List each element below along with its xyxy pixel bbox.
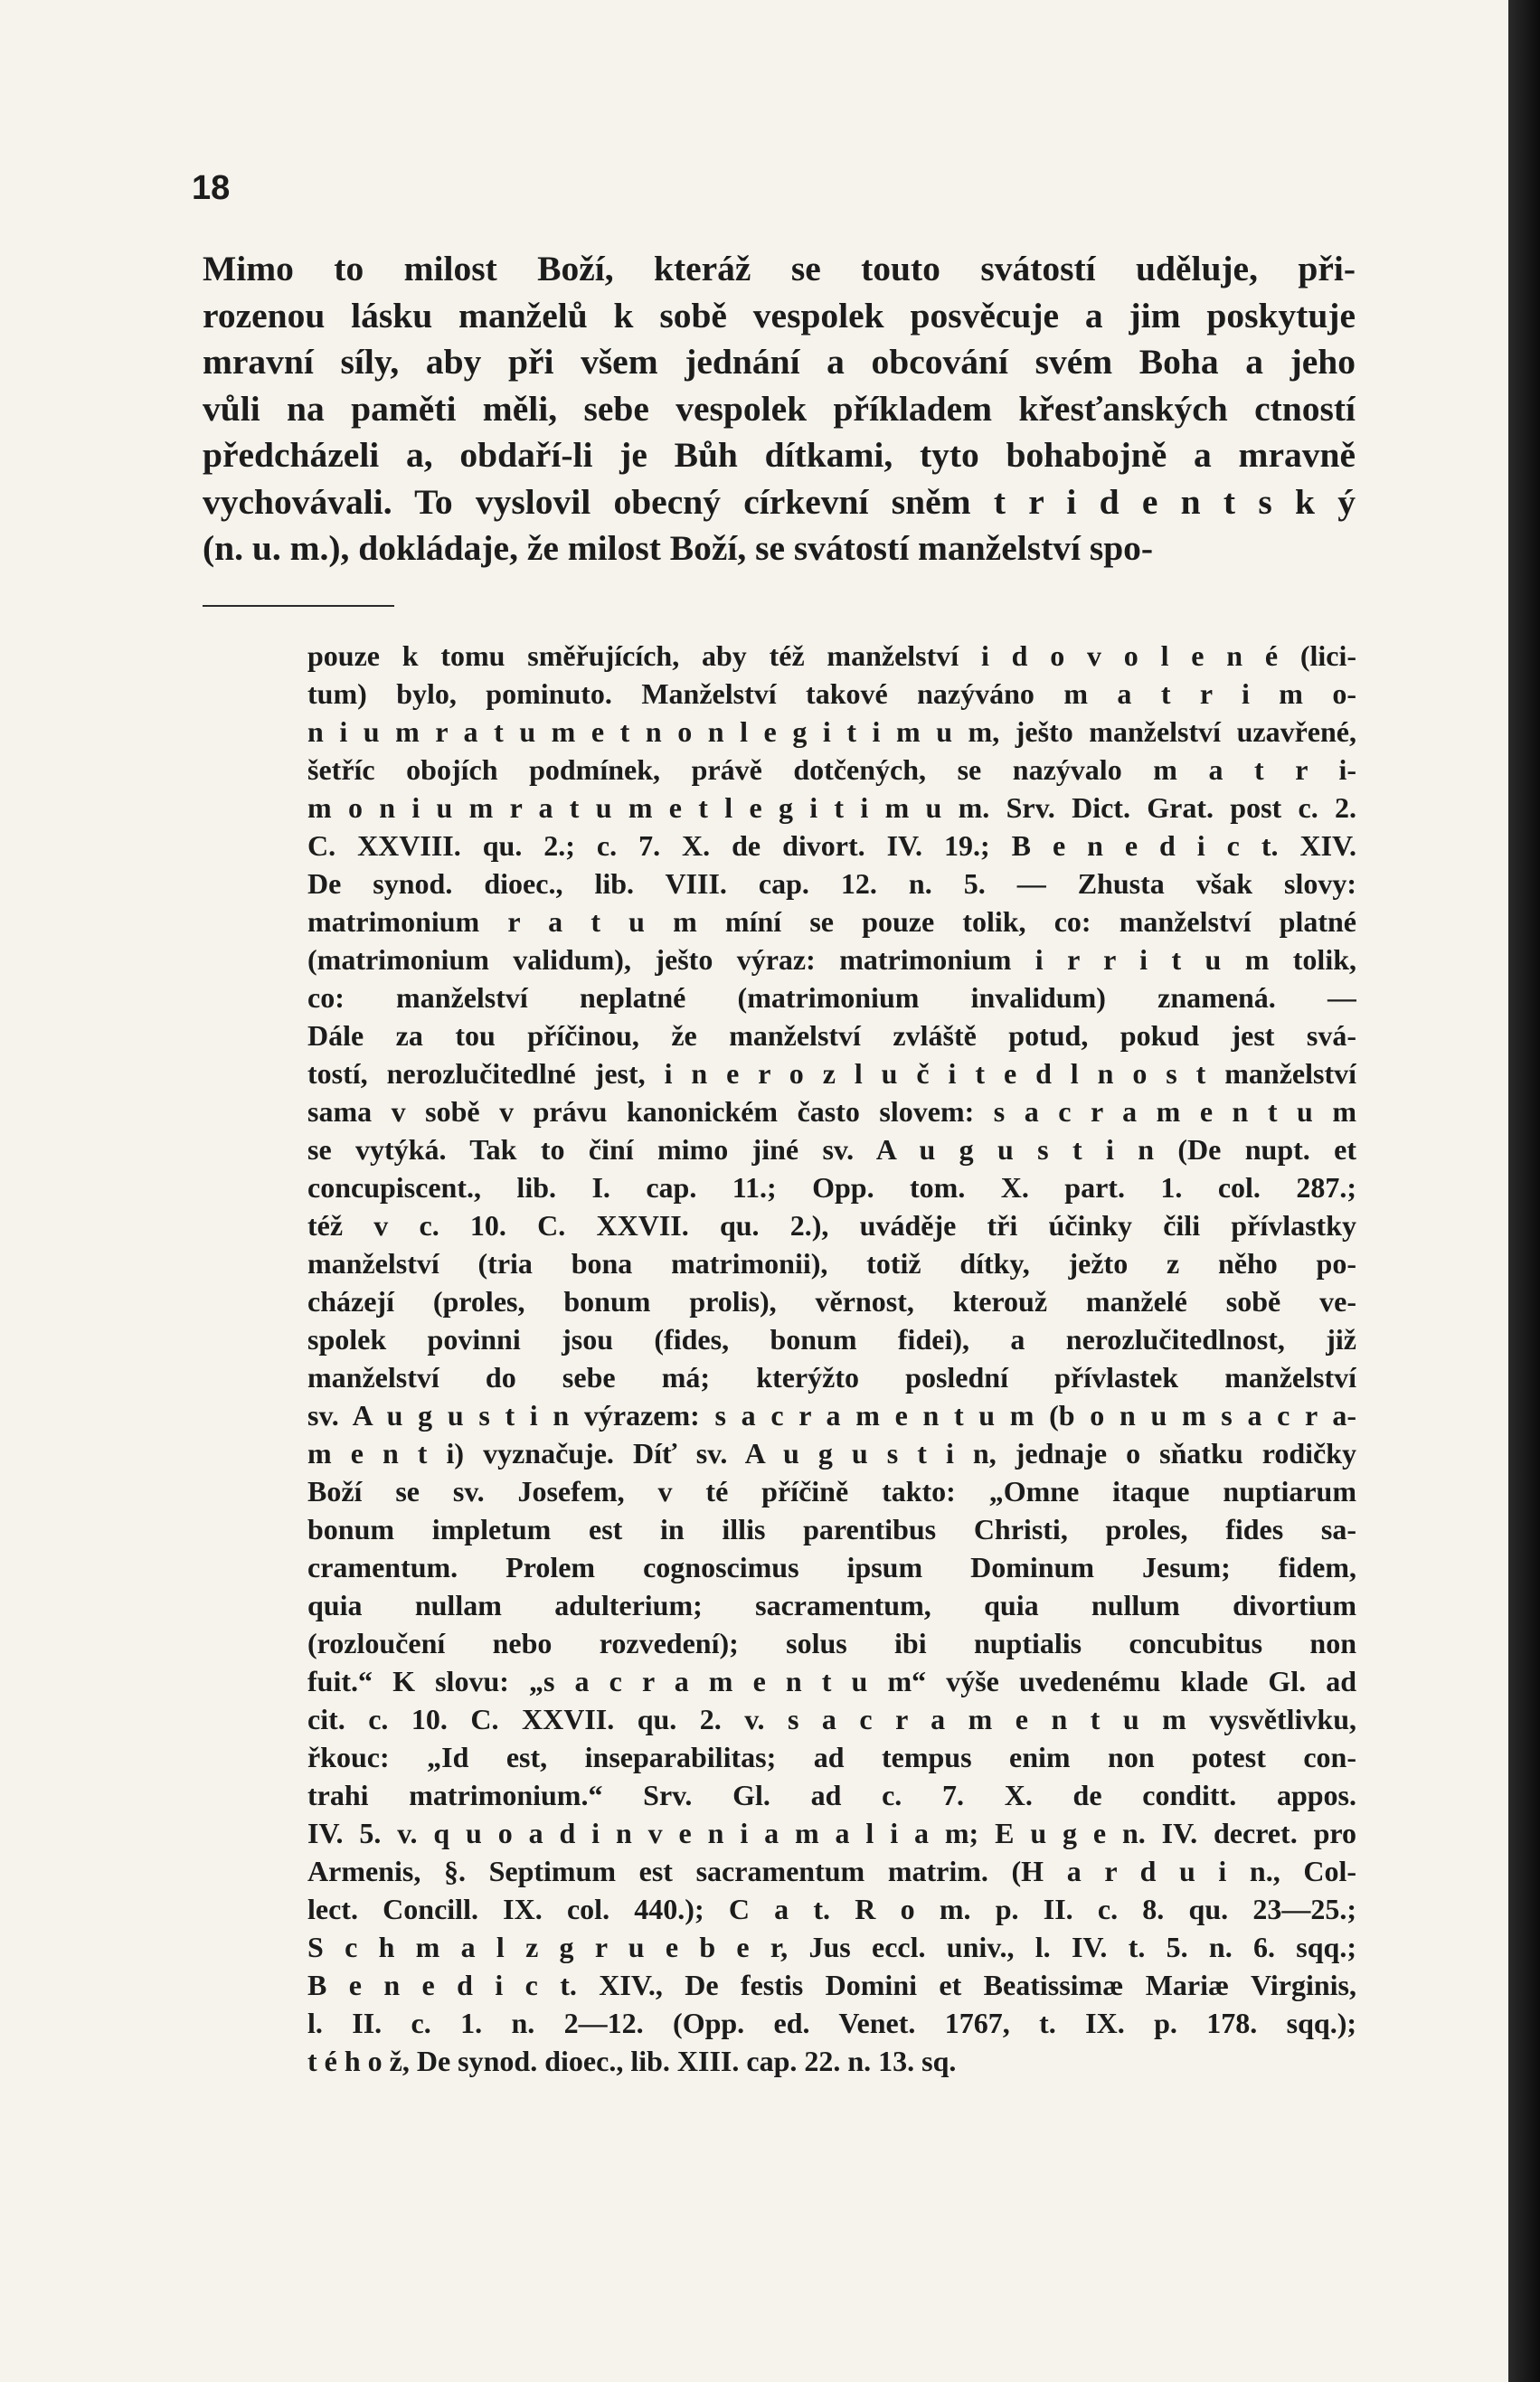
footnote-line: IV. 5. v. q u o a d i n v e n i a m a l i a m; E u g e n. IV. decret. pro [307,1817,1356,1849]
footnote-line: cramentum. Prolem cognoscimus ipsum Dominum Jesum; fidem, [307,1551,1356,1583]
footnote-line: cházejí (proles, bonum prolis), věrnost, kterouž manželé sobě ve- [307,1285,1356,1318]
footnote-line: bonum impletum est in illis parentibus Christi, proles, fides sa- [307,1513,1356,1545]
footnote-line: m e n t i) vyznačuje. Díť sv. A u g u s t i n, jednaje o sňatku rodičky [307,1437,1356,1470]
footnote-line: manželství (tria bona matrimonii), totiž dítky, ježto z něho po- [307,1247,1356,1280]
footnote-line: tum) bylo, pominuto. Manželství takové nazýváno m a t r i m o- [307,677,1356,710]
footnote-line: matrimonium r a t u m míní se pouze tolik, co: manželství platné [307,905,1356,938]
footnote-line: řkouc: „Id est, inseparabilitas; ad tempus enim non potest con- [307,1741,1356,1773]
footnote-line: Boží se sv. Josefem, v té příčině takto: „Omne itaque nuptiarum [307,1475,1356,1508]
footnote-line: (matrimonium validum), ješto výraz: matrimonium i r r i t u m tolik, [307,943,1356,976]
footnote-line: (rozloučení nebo rozvedení); solus ibi nuptialis concubitus non [307,1627,1356,1659]
footnote-line: tostí, nerozlučitedlné jest, i n e r o z l u č i t e d l n o s t manželství [307,1057,1356,1090]
footnote-line: S c h m a l z g r u e b e r, Jus eccl. univ., l. IV. t. 5. n. 6. sqq.; [307,1931,1356,1963]
page-edge [1508,0,1540,2382]
main-text-line: vůli na paměti měli, sebe vespolek příkladem křesťanských ctností [203,388,1356,429]
footnote-line: lect. Concill. IX. col. 440.); C a t. R o m. p. II. c. 8. qu. 23—25.; [307,1893,1356,1925]
footnote-line: sv. A u g u s t i n výrazem: s a c r a m e n t u m (b o n u m s a c r a- [307,1399,1356,1432]
footnote-text [307,637,1356,2080]
footnote-line: t é h o ž, De synod. dioec., lib. XIII. cap. 22. n. 13. sq. [307,2045,957,2077]
footnote-line: Dále za tou příčinou, že manželství zvláště potud, pokud jest svá- [307,1019,1356,1052]
footnote-line: Armenis, §. Septimum est sacramentum matrim. (H a r d u i n., Col- [307,1855,1356,1887]
footnote-line: co: manželství neplatné (matrimonium invalidum) znamená. — [307,981,1356,1014]
footnote-line: C. XXVIII. qu. 2.; c. 7. X. de divort. IV. 19.; B e n e d i c t. XIV. [307,829,1356,862]
footnote-line: pouze k tomu směřujících, aby též manželství i d o v o l e n é (lici- [307,639,1356,672]
footnote-line: se vytýká. Tak to činí mimo jiné sv. A u g u s t i n (De nupt. et [307,1133,1356,1166]
main-text-line: rozenou lásku manželů k sobě vespolek posvěcuje a jim poskytuje [203,295,1356,336]
main-text-line: Mimo to milost Boží, kteráž se touto svátostí uděluje, při- [203,249,1356,288]
main-text [203,246,1356,572]
footnote-line: De synod. dioec., lib. VIII. cap. 12. n. 5. — Zhusta však slovy: [307,867,1356,900]
footnote-line: B e n e d i c t. XIV., De festis Domini et Beatissimæ Mariæ Virginis, [307,1969,1356,2001]
footnote-line: concupiscent., lib. I. cap. 11.; Opp. tom. X. part. 1. col. 287.; [307,1171,1356,1204]
footnote-line: m o n i u m r a t u m e t l e g i t i m u m. Srv. Dict. Grat. post c. 2. [307,791,1356,824]
main-text-line: předcházeli a, obdaří-li je Bůh dítkami, tyto bohabojně a mravně [203,435,1356,475]
footnote-line: šetříc obojích podmínek, právě dotčených, se nazývalo m a t r i- [307,753,1356,786]
footnote-separator [203,605,394,607]
main-text-line: mravní síly, aby při všem jednání a obcování svém Boha a jeho [203,342,1356,382]
footnote-line: quia nullam adulterium; sacramentum, quia nullum divortium [307,1589,1356,1621]
page-number: 18 [192,169,231,207]
footnote-line: spolek povinni jsou (fides, bonum fidei), a nerozlučitedlnost, již [307,1323,1356,1356]
footnote-line: též v c. 10. C. XXVII. qu. 2.), uváděje tři účinky čili přívlastky [307,1209,1356,1242]
footnote-line: n i u m r a t u m e t n o n l e g i t i m u m, ješto manželství uzavřené, [307,715,1356,748]
footnote-line: manželství do sebe má; kterýžto poslední přívlastek manželství [307,1361,1356,1394]
footnote-line: l. II. c. 1. n. 2—12. (Opp. ed. Venet. 1767, t. IX. p. 178. sqq.); [307,2007,1356,2039]
footnote-line: fuit.“ K slovu: „s a c r a m e n t u m“ výše uvedenému klade Gl. ad [307,1665,1356,1697]
footnote-line: trahi matrimonium.“ Srv. Gl. ad c. 7. X. de conditt. appos. [307,1779,1356,1811]
footnote-line: cit. c. 10. C. XXVII. qu. 2. v. s a c r a m e n t u m vysvětlivku, [307,1703,1356,1735]
footnote-line: sama v sobě v právu kanonickém často slovem: s a c r a m e n t u m [307,1095,1356,1128]
main-text-line: vychovávali. To vyslovil obecný církevní sněm t r i d e n t s k ý [203,481,1356,522]
main-text-line: (n. u. m.), dokládaje, že milost Boží, se svátostí manželství spo- [203,528,1154,568]
